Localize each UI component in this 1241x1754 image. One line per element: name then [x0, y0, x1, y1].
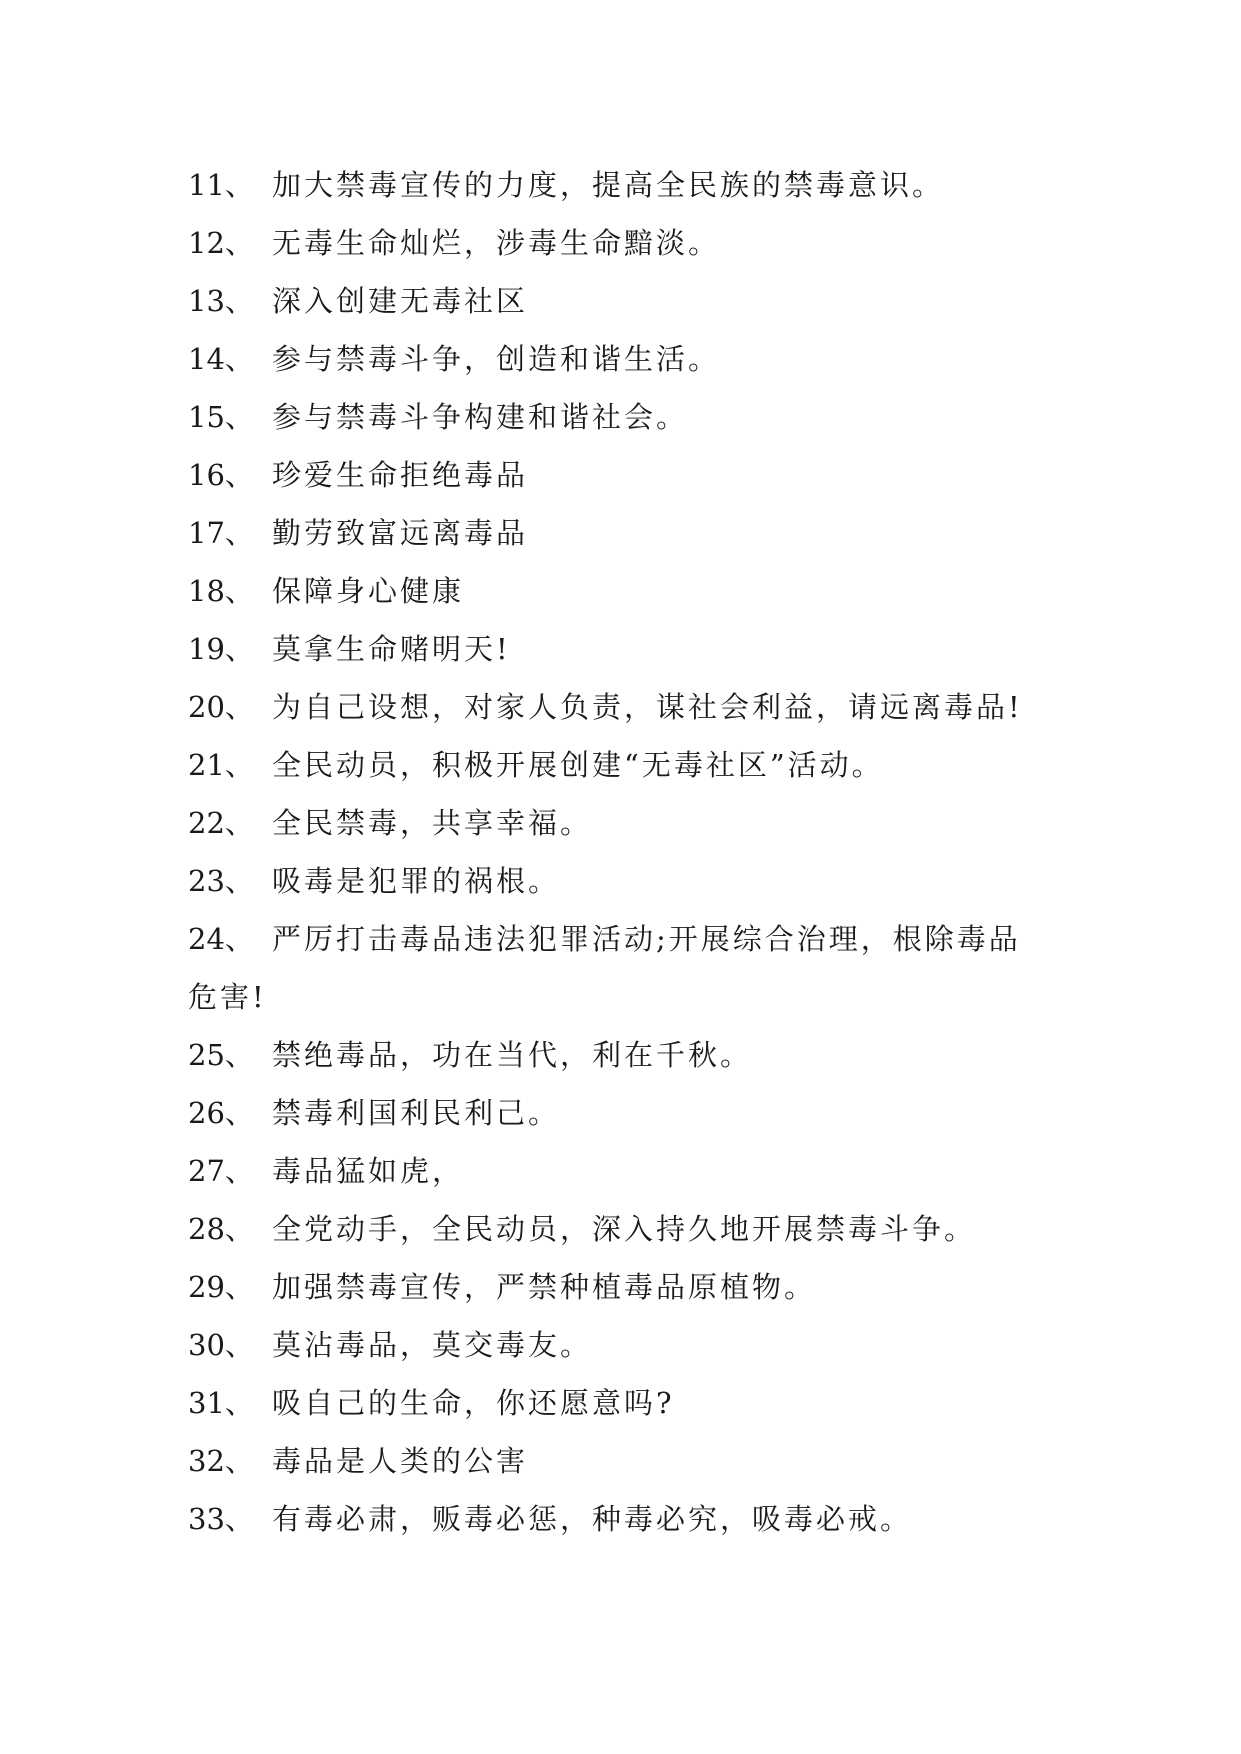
item-number: 18、: [188, 574, 254, 608]
list-item: [188, 1200, 1068, 1258]
item-text: 严厉打击毒品违法犯罪活动;开展综合治理，根除毒品: [272, 922, 1021, 956]
item-text: 全民动员，积极开展创建“无毒社区”活动。: [272, 748, 884, 782]
list-item: [188, 388, 1068, 446]
item-text: 加强禁毒宣传，严禁种植毒品原植物。: [272, 1270, 817, 1304]
item-number: 27、: [188, 1154, 254, 1188]
item-number: 13、: [188, 284, 254, 318]
item-text: 珍爱生命拒绝毒品: [272, 458, 529, 492]
list-item: [188, 736, 1068, 794]
item-number: 31、: [188, 1386, 254, 1420]
item-text: 莫拿生命赌明天!: [272, 632, 511, 666]
item-number: 28、: [188, 1212, 254, 1246]
item-number: 22、: [188, 806, 254, 840]
item-number: 33、: [188, 1502, 254, 1536]
item-text: 勤劳致富远离毒品: [272, 516, 529, 550]
item-text: 禁毒利国利民利己。: [272, 1096, 561, 1130]
list-item: [188, 504, 1068, 562]
item-number: 32、: [188, 1444, 254, 1478]
item-number: 21、: [188, 748, 254, 782]
item-number: 16、: [188, 458, 254, 492]
item-number: 30、: [188, 1328, 254, 1362]
item-text: 莫沾毒品，莫交毒友。: [272, 1328, 593, 1362]
list-item: [188, 330, 1068, 388]
item-number: 19、: [188, 632, 254, 666]
item-number: 24、: [188, 922, 254, 956]
list-item-continuation: 危害!: [188, 980, 267, 1014]
item-number: 17、: [188, 516, 254, 550]
item-text: 全民禁毒，共享幸福。: [272, 806, 593, 840]
list-item: [188, 1258, 1068, 1316]
item-text: 吸毒是犯罪的祸根。: [272, 864, 561, 898]
item-number: 20、: [188, 690, 254, 724]
item-text: 毒品是人类的公害: [272, 1444, 529, 1478]
item-text: 吸自己的生命，你还愿意吗?: [272, 1386, 675, 1420]
list-item: [188, 678, 1068, 736]
list-item: [188, 852, 1068, 910]
list-item: [188, 1316, 1068, 1374]
list-item: [188, 1432, 1068, 1490]
list-item: [188, 1026, 1068, 1084]
list-item: [188, 156, 1068, 214]
list-item: [188, 446, 1068, 504]
list-item: [188, 562, 1068, 620]
list-item: [188, 1490, 1068, 1548]
item-text: 有毒必肃，贩毒必惩，种毒必究，吸毒必戒。: [272, 1502, 913, 1536]
list-item: [188, 620, 1068, 678]
item-number: 29、: [188, 1270, 254, 1304]
item-number: 15、: [188, 400, 254, 434]
list-item: [188, 272, 1068, 330]
item-text: 禁绝毒品，功在当代，利在千秋。: [272, 1038, 753, 1072]
item-text: 毒品猛如虎，: [272, 1154, 465, 1188]
item-text: 保障身心健康: [272, 574, 465, 608]
list-item: [188, 1142, 1068, 1200]
list-item: [188, 794, 1068, 852]
item-text: 为自己设想，对家人负责，谋社会利益，请远离毒品!: [272, 690, 1023, 724]
item-number: 26、: [188, 1096, 254, 1130]
item-text: 参与禁毒斗争，创造和谐生活。: [272, 342, 721, 376]
list-item: [188, 910, 1068, 968]
slogan-list: [188, 156, 1068, 1548]
item-number: 12、: [188, 226, 254, 260]
item-number: 11、: [188, 168, 254, 202]
list-item: [188, 1374, 1068, 1432]
item-text: 全党动手，全民动员，深入持久地开展禁毒斗争。: [272, 1212, 977, 1246]
item-text: 无毒生命灿烂，涉毒生命黯淡。: [272, 226, 721, 260]
item-text: 加大禁毒宣传的力度，提高全民族的禁毒意识。: [272, 168, 945, 202]
item-text: 深入创建无毒社区: [272, 284, 529, 318]
list-item: [188, 214, 1068, 272]
item-number: 23、: [188, 864, 254, 898]
item-number: 25、: [188, 1038, 254, 1072]
item-number: 14、: [188, 342, 254, 376]
item-text: 参与禁毒斗争构建和谐社会。: [272, 400, 689, 434]
list-item: [188, 1084, 1068, 1142]
